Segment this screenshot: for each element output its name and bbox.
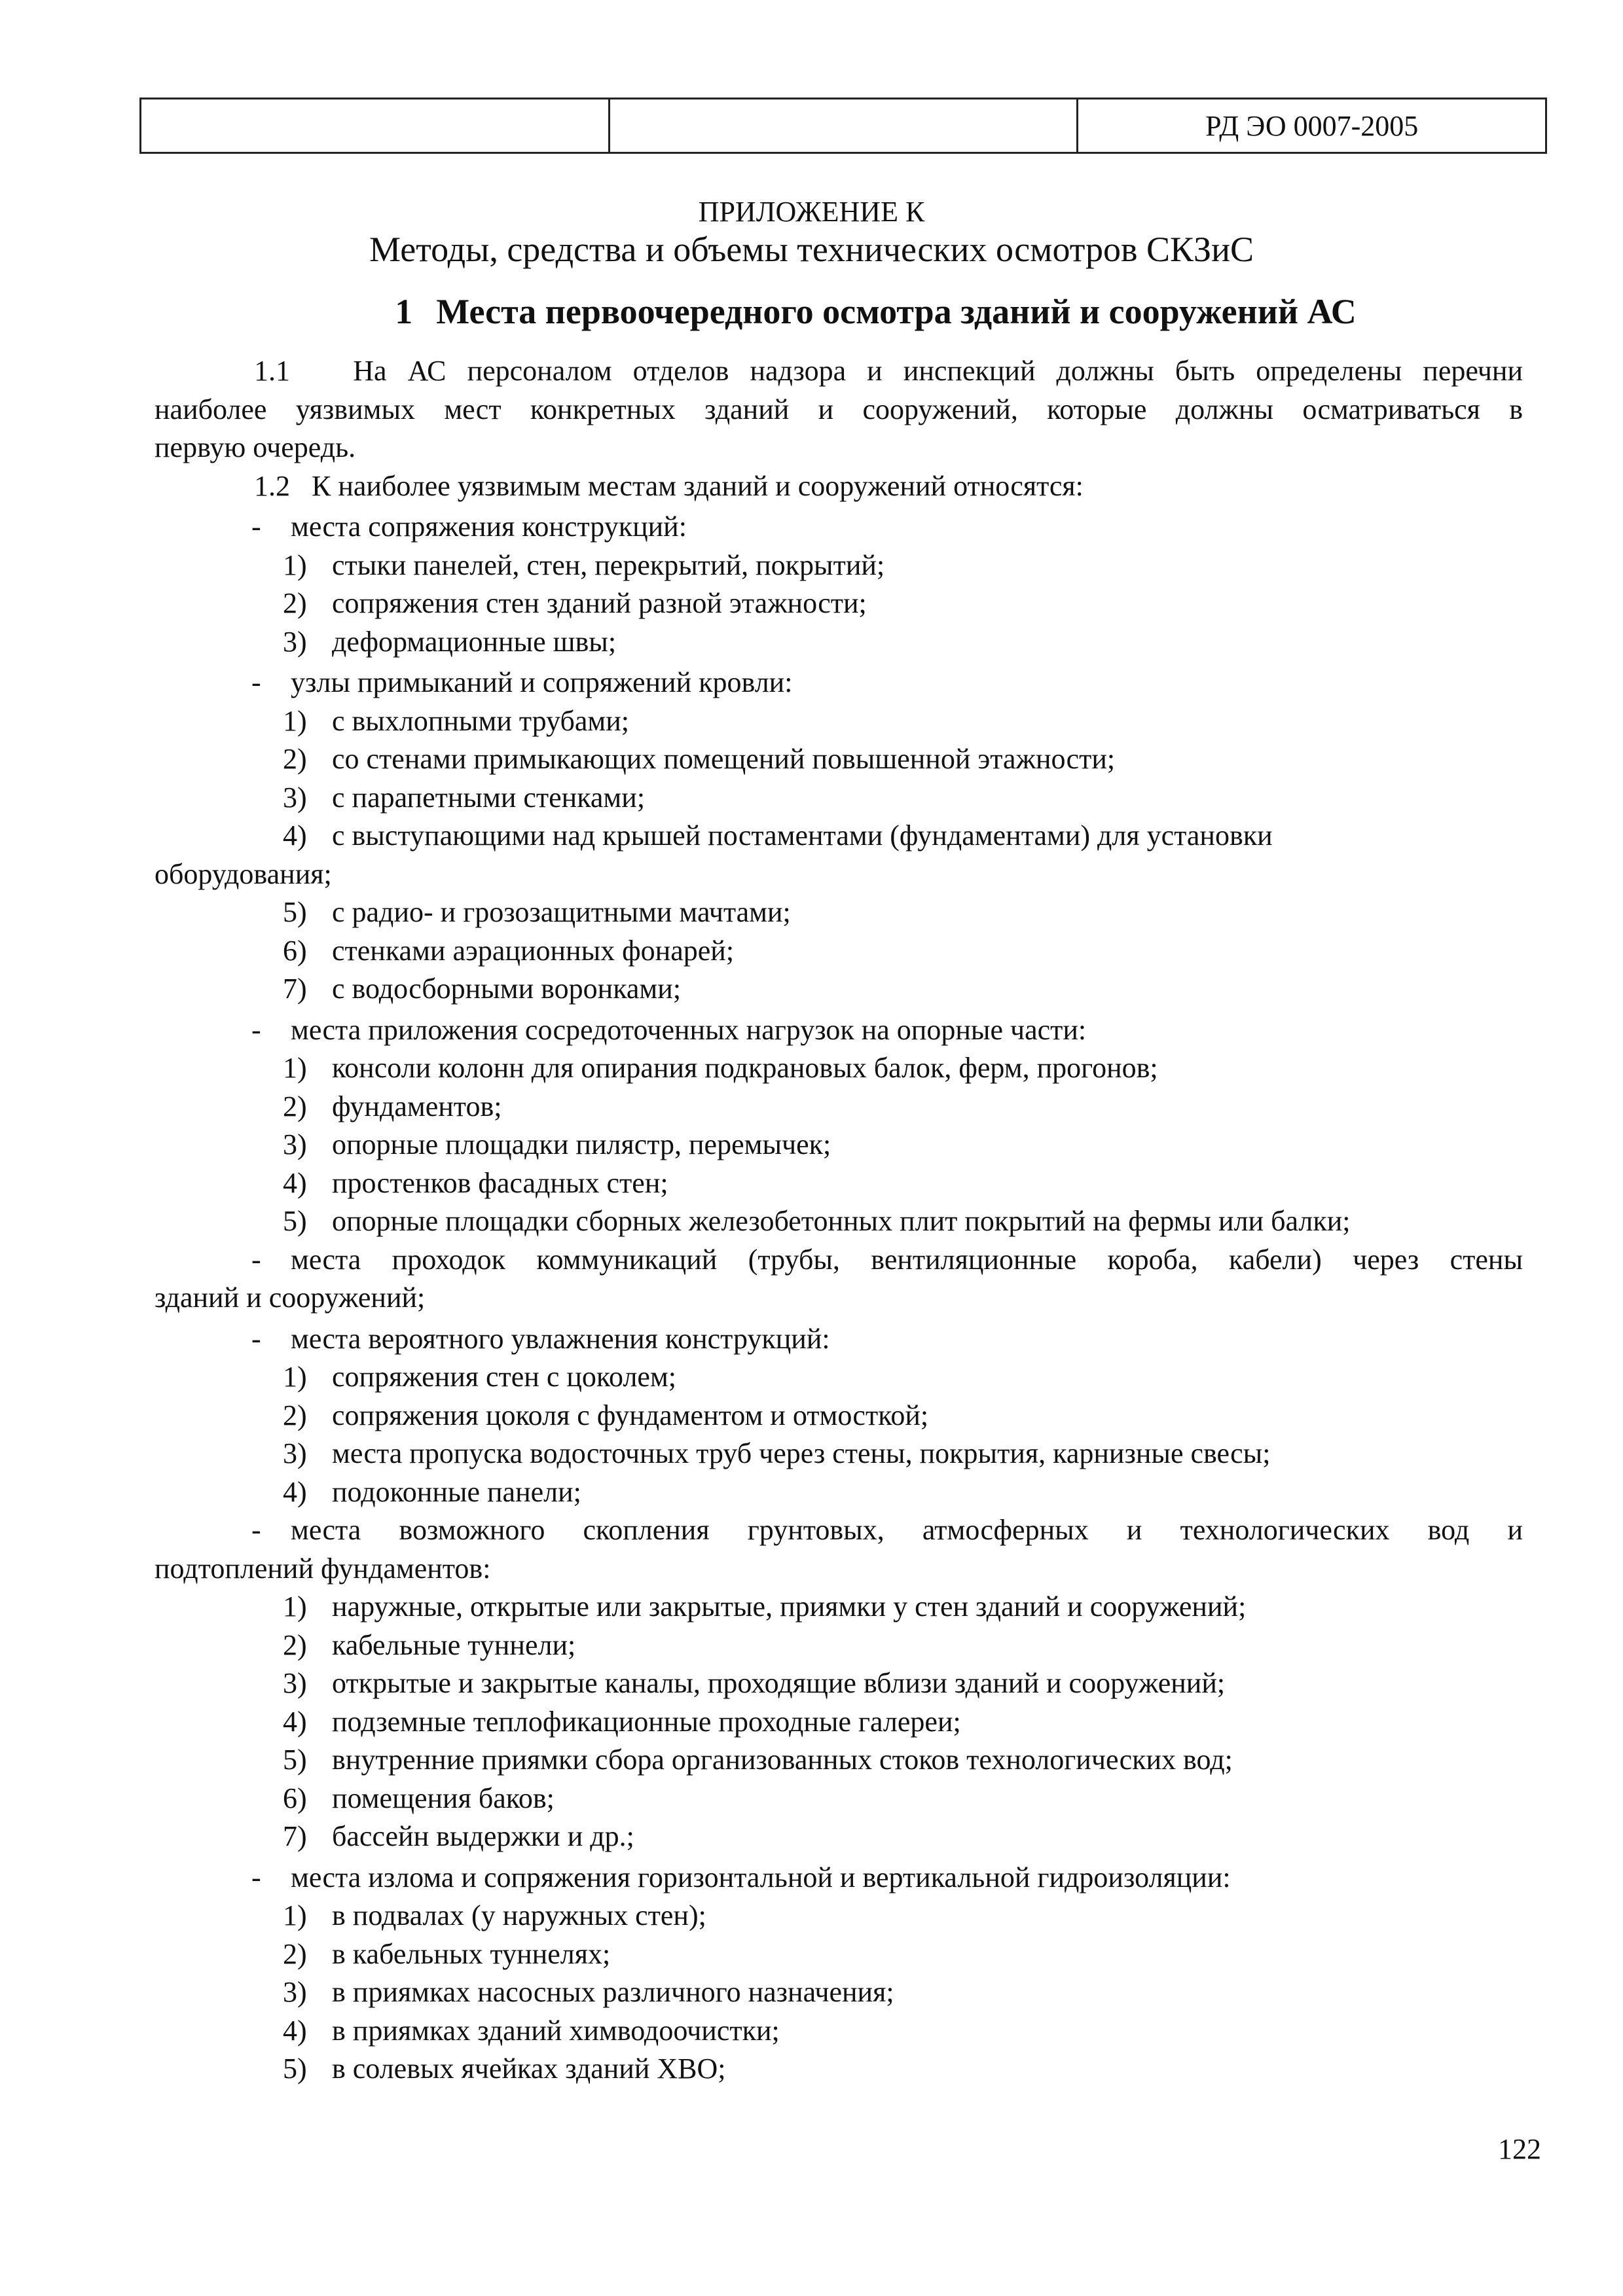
group-1-heading (155, 508, 1523, 547)
paragraph-1-1-line: первую очередь. (155, 431, 356, 463)
group-6-continuation: подтоплений фундаментов: (155, 1552, 491, 1585)
item-text: с радио- и грозозащитными мачтами; (332, 896, 791, 928)
paragraph-1-1-line (155, 352, 1523, 391)
item-text: стенками аэрационных фонарей; (332, 934, 735, 967)
section-title: Места первоочередного осмотра зданий и сооружений АС (436, 292, 1357, 331)
list-item (155, 817, 1523, 855)
paragraph-number: 1.1 (254, 355, 290, 387)
list-item (155, 1473, 1523, 1512)
group-text: места возможного скопления грунтовых, атмосферных и технологических вод и (291, 1514, 1523, 1546)
item-text: помещения баков; (332, 1782, 555, 1814)
item-text: открытые и закрытые каналы, проходящие вблизи зданий и сооружений; (332, 1667, 1226, 1699)
group-text: места излома и сопряжения горизонтальной и вертикальной гидроизоляции: (291, 1861, 1231, 1893)
item-number: 7) (283, 973, 307, 1005)
item-text: деформационные швы; (332, 625, 617, 658)
paragraph-text: На АС персоналом отделов надзора и инспекций должны быть определены перечни (353, 355, 1523, 387)
group-text: места приложения сосредоточенных нагрузок на опорные части: (291, 1013, 1087, 1046)
item-text: подоконные панели; (332, 1475, 581, 1508)
list-item (155, 1588, 1523, 1626)
group-6-heading (155, 1511, 1523, 1550)
list-item (155, 1741, 1523, 1780)
section-heading (0, 291, 1623, 332)
item-number: 3) (283, 1667, 307, 1699)
list-item (155, 584, 1523, 623)
item-number: 5) (283, 896, 307, 928)
item-number: 3) (283, 1437, 307, 1469)
item-number: 4) (283, 2014, 307, 2047)
dash-marker: - (251, 666, 261, 698)
item-number: 4) (283, 1166, 307, 1199)
paragraph-1-1-line: наиболее уязвимых мест конкретных зданий и сооружений, которые должны осматриваться в (155, 393, 1523, 425)
group-3-heading (155, 1011, 1523, 1050)
group-7-heading (155, 1859, 1523, 1897)
list-item (155, 1664, 1523, 1703)
item-text: фундаментов; (332, 1090, 502, 1122)
item-text: в солевых ячейках зданий ХВО; (332, 2053, 726, 2085)
list-item (155, 702, 1523, 741)
item-text: в кабельных туннелях; (332, 1937, 611, 1970)
list-item (155, 623, 1523, 662)
item-number: 4) (283, 1705, 307, 1738)
item-number: 2) (283, 1399, 307, 1431)
document-header-table (139, 98, 1547, 154)
list-item (155, 779, 1523, 817)
item-text: с парапетными стенками; (332, 781, 646, 814)
paragraph-number: 1.2 (254, 469, 290, 502)
appendix-label: ПРИЛОЖЕНИЕ К (698, 196, 925, 228)
group-4-continuation: зданий и сооружений; (155, 1282, 426, 1314)
item-text: в подвалах (у наружных стен); (332, 1899, 706, 1931)
list-item (155, 740, 1523, 779)
paragraph-text: К наиболее уязвимым местам зданий и сооружений относятся: (312, 469, 1084, 502)
item-number: 3) (283, 1128, 307, 1160)
item-text: опорные площадки пилястр, перемычек; (332, 1128, 831, 1160)
list-item (155, 547, 1523, 585)
list-item (155, 1049, 1523, 1088)
item-text: с выступающими над крышей постаментами (фундаментами) для установки (332, 819, 1273, 852)
item-number: 4) (283, 819, 307, 852)
item-number: 1) (283, 1899, 307, 1931)
group-text: места вероятного увлажнения конструкций: (291, 1322, 830, 1355)
list-item (155, 932, 1523, 971)
item-number: 1) (283, 548, 307, 581)
item-text: с выхлопными трубами; (332, 704, 630, 737)
item-number: 2) (283, 743, 307, 775)
list-item (155, 1780, 1523, 1818)
item-number: 3) (283, 625, 307, 658)
page-number: 122 (1498, 2133, 1541, 2165)
item-number: 1) (283, 1361, 307, 1393)
item-number: 2) (283, 587, 307, 619)
item-text: места пропуска водосточных труб через стены, покрытия, карнизные свесы; (332, 1437, 1271, 1469)
item-text: бассейн выдержки и др.; (332, 1820, 634, 1852)
list-item (155, 1435, 1523, 1473)
list-item (155, 1088, 1523, 1126)
item-number: 5) (283, 1744, 307, 1776)
list-item (155, 1626, 1523, 1665)
item-text: наружные, открытые или закрытые, приямки у стен зданий и сооружений; (332, 1590, 1247, 1623)
list-item (155, 1164, 1523, 1203)
header-cell-document-code: РД ЭО 0007-2005 (1076, 99, 1545, 152)
group-text: узлы примыканий и сопряжений кровли: (291, 666, 793, 698)
list-item-continuation: оборудования; (155, 857, 332, 890)
header-cell-2 (608, 99, 1077, 152)
list-item (155, 1358, 1523, 1397)
item-text: простенков фасадных стен; (332, 1166, 668, 1199)
item-text: в приямках зданий химводоочистки; (332, 2014, 780, 2047)
item-text: с водосборными воронками; (332, 973, 682, 1005)
item-text: в приямках насосных различного назначения; (332, 1976, 894, 2008)
list-item (155, 1818, 1523, 1856)
item-number: 4) (283, 1475, 307, 1508)
list-item (155, 970, 1523, 1009)
list-item (155, 1397, 1523, 1435)
item-text: сопряжения стен с цоколем; (332, 1361, 677, 1393)
item-text: внутренние приямки сбора организованных стоков технологических вод; (332, 1744, 1233, 1776)
item-number: 5) (283, 2053, 307, 2085)
item-number: 3) (283, 781, 307, 814)
item-text: стыки панелей, стен, перекрытий, покрытий; (332, 548, 885, 581)
appendix-title: Методы, средства и объемы технических осмотров СКЗиС (369, 230, 1254, 269)
dash-marker: - (251, 1243, 261, 1276)
group-text: места сопряжения конструкций: (291, 511, 687, 543)
list-item (155, 1202, 1523, 1241)
item-text: со стенами примыкающих помещений повышенной этажности; (332, 743, 1116, 775)
list-item (155, 893, 1523, 932)
item-text: сопряжения цоколя с фундаментом и отмосткой; (332, 1399, 929, 1431)
item-text: кабельные туннели; (332, 1628, 576, 1661)
item-number: 5) (283, 1205, 307, 1237)
item-number: 1) (283, 1590, 307, 1623)
header-cell-1 (141, 99, 608, 152)
group-5-heading (155, 1320, 1523, 1359)
list-item (155, 2050, 1523, 2089)
dash-marker: - (251, 511, 261, 543)
group-text: места проходок коммуникаций (трубы, вентиляционные короба, кабели) через стены (291, 1243, 1523, 1276)
list-item (155, 2012, 1523, 2051)
list-item (155, 1973, 1523, 2012)
item-number: 6) (283, 934, 307, 967)
item-number: 2) (283, 1937, 307, 1970)
dash-marker: - (251, 1013, 261, 1046)
item-number: 1) (283, 1052, 307, 1084)
item-text: опорные площадки сборных железобетонных плит покрытий на фермы или балки; (332, 1205, 1351, 1237)
item-text: подземные теплофикационные проходные галереи; (332, 1705, 961, 1738)
list-item (155, 1703, 1523, 1742)
group-2-heading (155, 664, 1523, 702)
item-text: консоли колонн для опирания подкрановых балок, ферм, прогонов; (332, 1052, 1158, 1084)
item-number: 7) (283, 1820, 307, 1852)
item-number: 2) (283, 1628, 307, 1661)
paragraph-1-2-line (155, 467, 1523, 506)
dash-marker: - (251, 1861, 261, 1893)
item-number: 3) (283, 1976, 307, 2008)
item-number: 6) (283, 1782, 307, 1814)
item-number: 2) (283, 1090, 307, 1122)
item-number: 1) (283, 704, 307, 737)
dash-marker: - (251, 1322, 261, 1355)
document-body (155, 352, 1523, 2089)
list-item (155, 1897, 1523, 1935)
list-item (155, 1935, 1523, 1974)
group-4-heading (155, 1241, 1523, 1280)
item-text: сопряжения стен зданий разной этажности; (332, 587, 867, 619)
list-item (155, 1126, 1523, 1164)
dash-marker: - (251, 1514, 261, 1546)
section-number: 1 (395, 292, 413, 331)
